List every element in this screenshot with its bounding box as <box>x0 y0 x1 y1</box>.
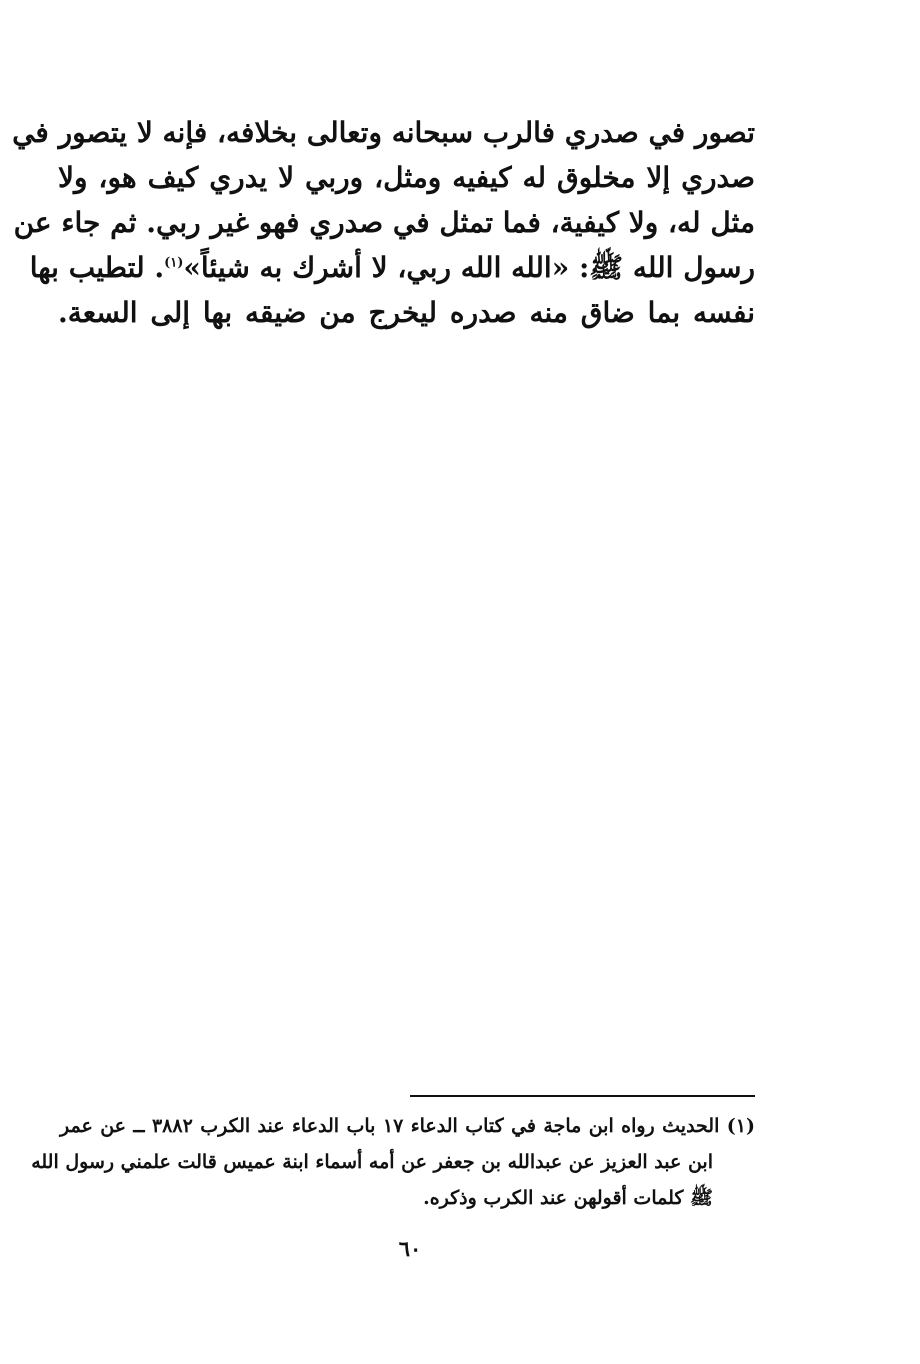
text-line-2: صدري إلا مخلوق له كيفيه ومثل، وربي لا يدري كيف هو، ولا <box>58 161 755 194</box>
footnote-line-1: (١) الحديث رواه ابن ماجة في كتاب الدعاء ١٧ باب الدعاء عند الكرب ٣٨٨٢ ــ عن عمر <box>60 1115 755 1137</box>
text-line-4-tail: . لتطيب بها <box>29 251 165 284</box>
page-number: ٦٠ <box>398 1236 422 1261</box>
footnote-line-3: ﷺ كلمات أقولهن عند الكرب وذكره. <box>423 1187 713 1209</box>
text-line-5: نفسه بما ضاق منه صدره ليخرج من ضيقه بها إلى السعة. <box>58 296 755 329</box>
text-line-4-main: رسول الله ﷺ: «الله الله ربي، لا أشرك به شيئاً» <box>183 251 755 284</box>
footnote-separator <box>410 1095 755 1097</box>
footnote-line-2: ابن عبد العزيز عن عبدالله بن جعفر عن أمه أسماء ابنة عميس قالت علمني رسول الله <box>31 1151 713 1173</box>
text-line-4 <box>29 245 755 290</box>
text-line-3: مثل له، ولا كيفية، فما تمثل في صدري فهو غير ربي. ثم جاء عن <box>13 206 755 239</box>
text-line-1: تصور في صدري فالرب سبحانه وتعالى بخلافه، فإنه لا يتصور في <box>12 116 755 149</box>
footnote-reference: (١) <box>164 255 184 271</box>
main-text <box>12 110 755 335</box>
footnotes <box>31 1108 755 1216</box>
